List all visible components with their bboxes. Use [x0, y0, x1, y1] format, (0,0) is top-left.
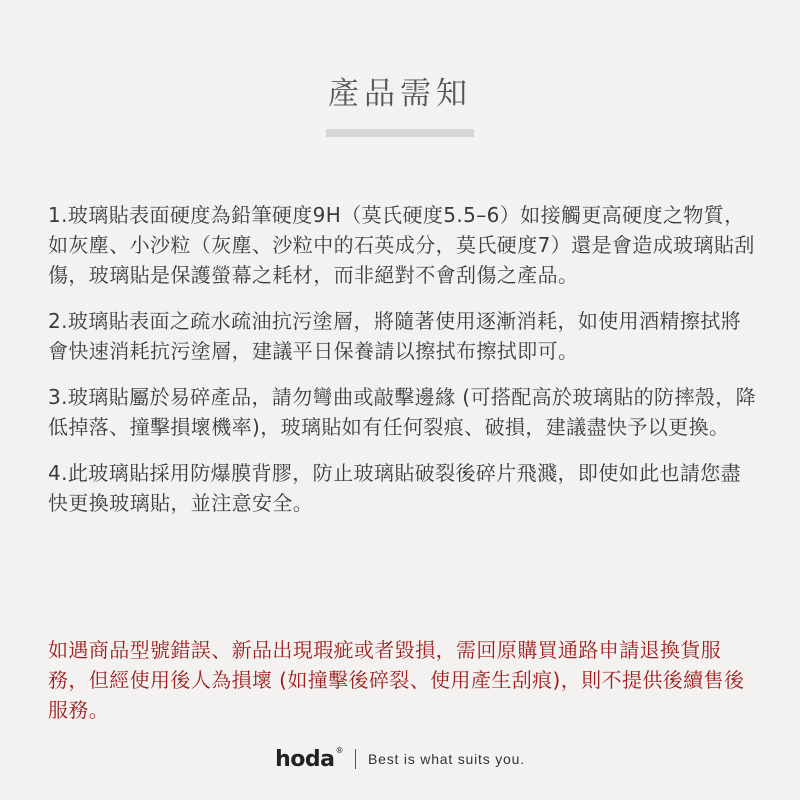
brand-logo: [275, 747, 343, 772]
warning-notice: 如遇商品型號錯誤、新品出現瑕疵或者毀損，需回原購買通路申請退換貨服務，但經使用後人為損壞 (如撞擊後碎裂、使用產生刮痕)，則不提供後續售後服務。: [48, 638, 745, 722]
title-underline: [326, 129, 474, 137]
note-1: 1.玻璃貼表面硬度為鉛筆硬度9H（莫氏硬度5.5–6）如接觸更高硬度之物質，如灰塵、小沙粒（灰塵、沙粒中的石英成分，莫氏硬度7）還是會造成玻璃貼刮傷，玻璃貼是保護螢幕之耗材，而非絕對不會刮傷之產品。: [48, 203, 755, 287]
page-title: 產品需知: [328, 76, 472, 112]
brand-tagline: Best is what suits you.: [367, 751, 525, 767]
brand-name: hoda: [275, 746, 335, 772]
note-2: 2.玻璃貼表面之疏水疏油抗污塗層，將隨著使用逐漸消耗，如使用酒精擦拭將會快速消耗抗污塗層，建議平日保養請以擦拭布擦拭即可。: [48, 309, 742, 363]
note-3: 3.玻璃貼屬於易碎產品，請勿彎曲或敲擊邊緣 (可搭配高於玻璃貼的防摔殼，降低掉落、撞擊損壞機率)，玻璃貼如有任何裂痕、破損，建議盡快予以更換。: [48, 385, 757, 439]
footer: [0, 744, 800, 774]
note-4: 4.此玻璃貼採用防爆膜背膠，防止玻璃貼破裂後碎片飛濺，即使如此也請您盡快更換玻璃貼，並注意安全。: [48, 461, 742, 515]
registered-mark: ®: [335, 746, 343, 756]
footer-divider: [355, 749, 356, 769]
notes-list: [48, 200, 758, 534]
